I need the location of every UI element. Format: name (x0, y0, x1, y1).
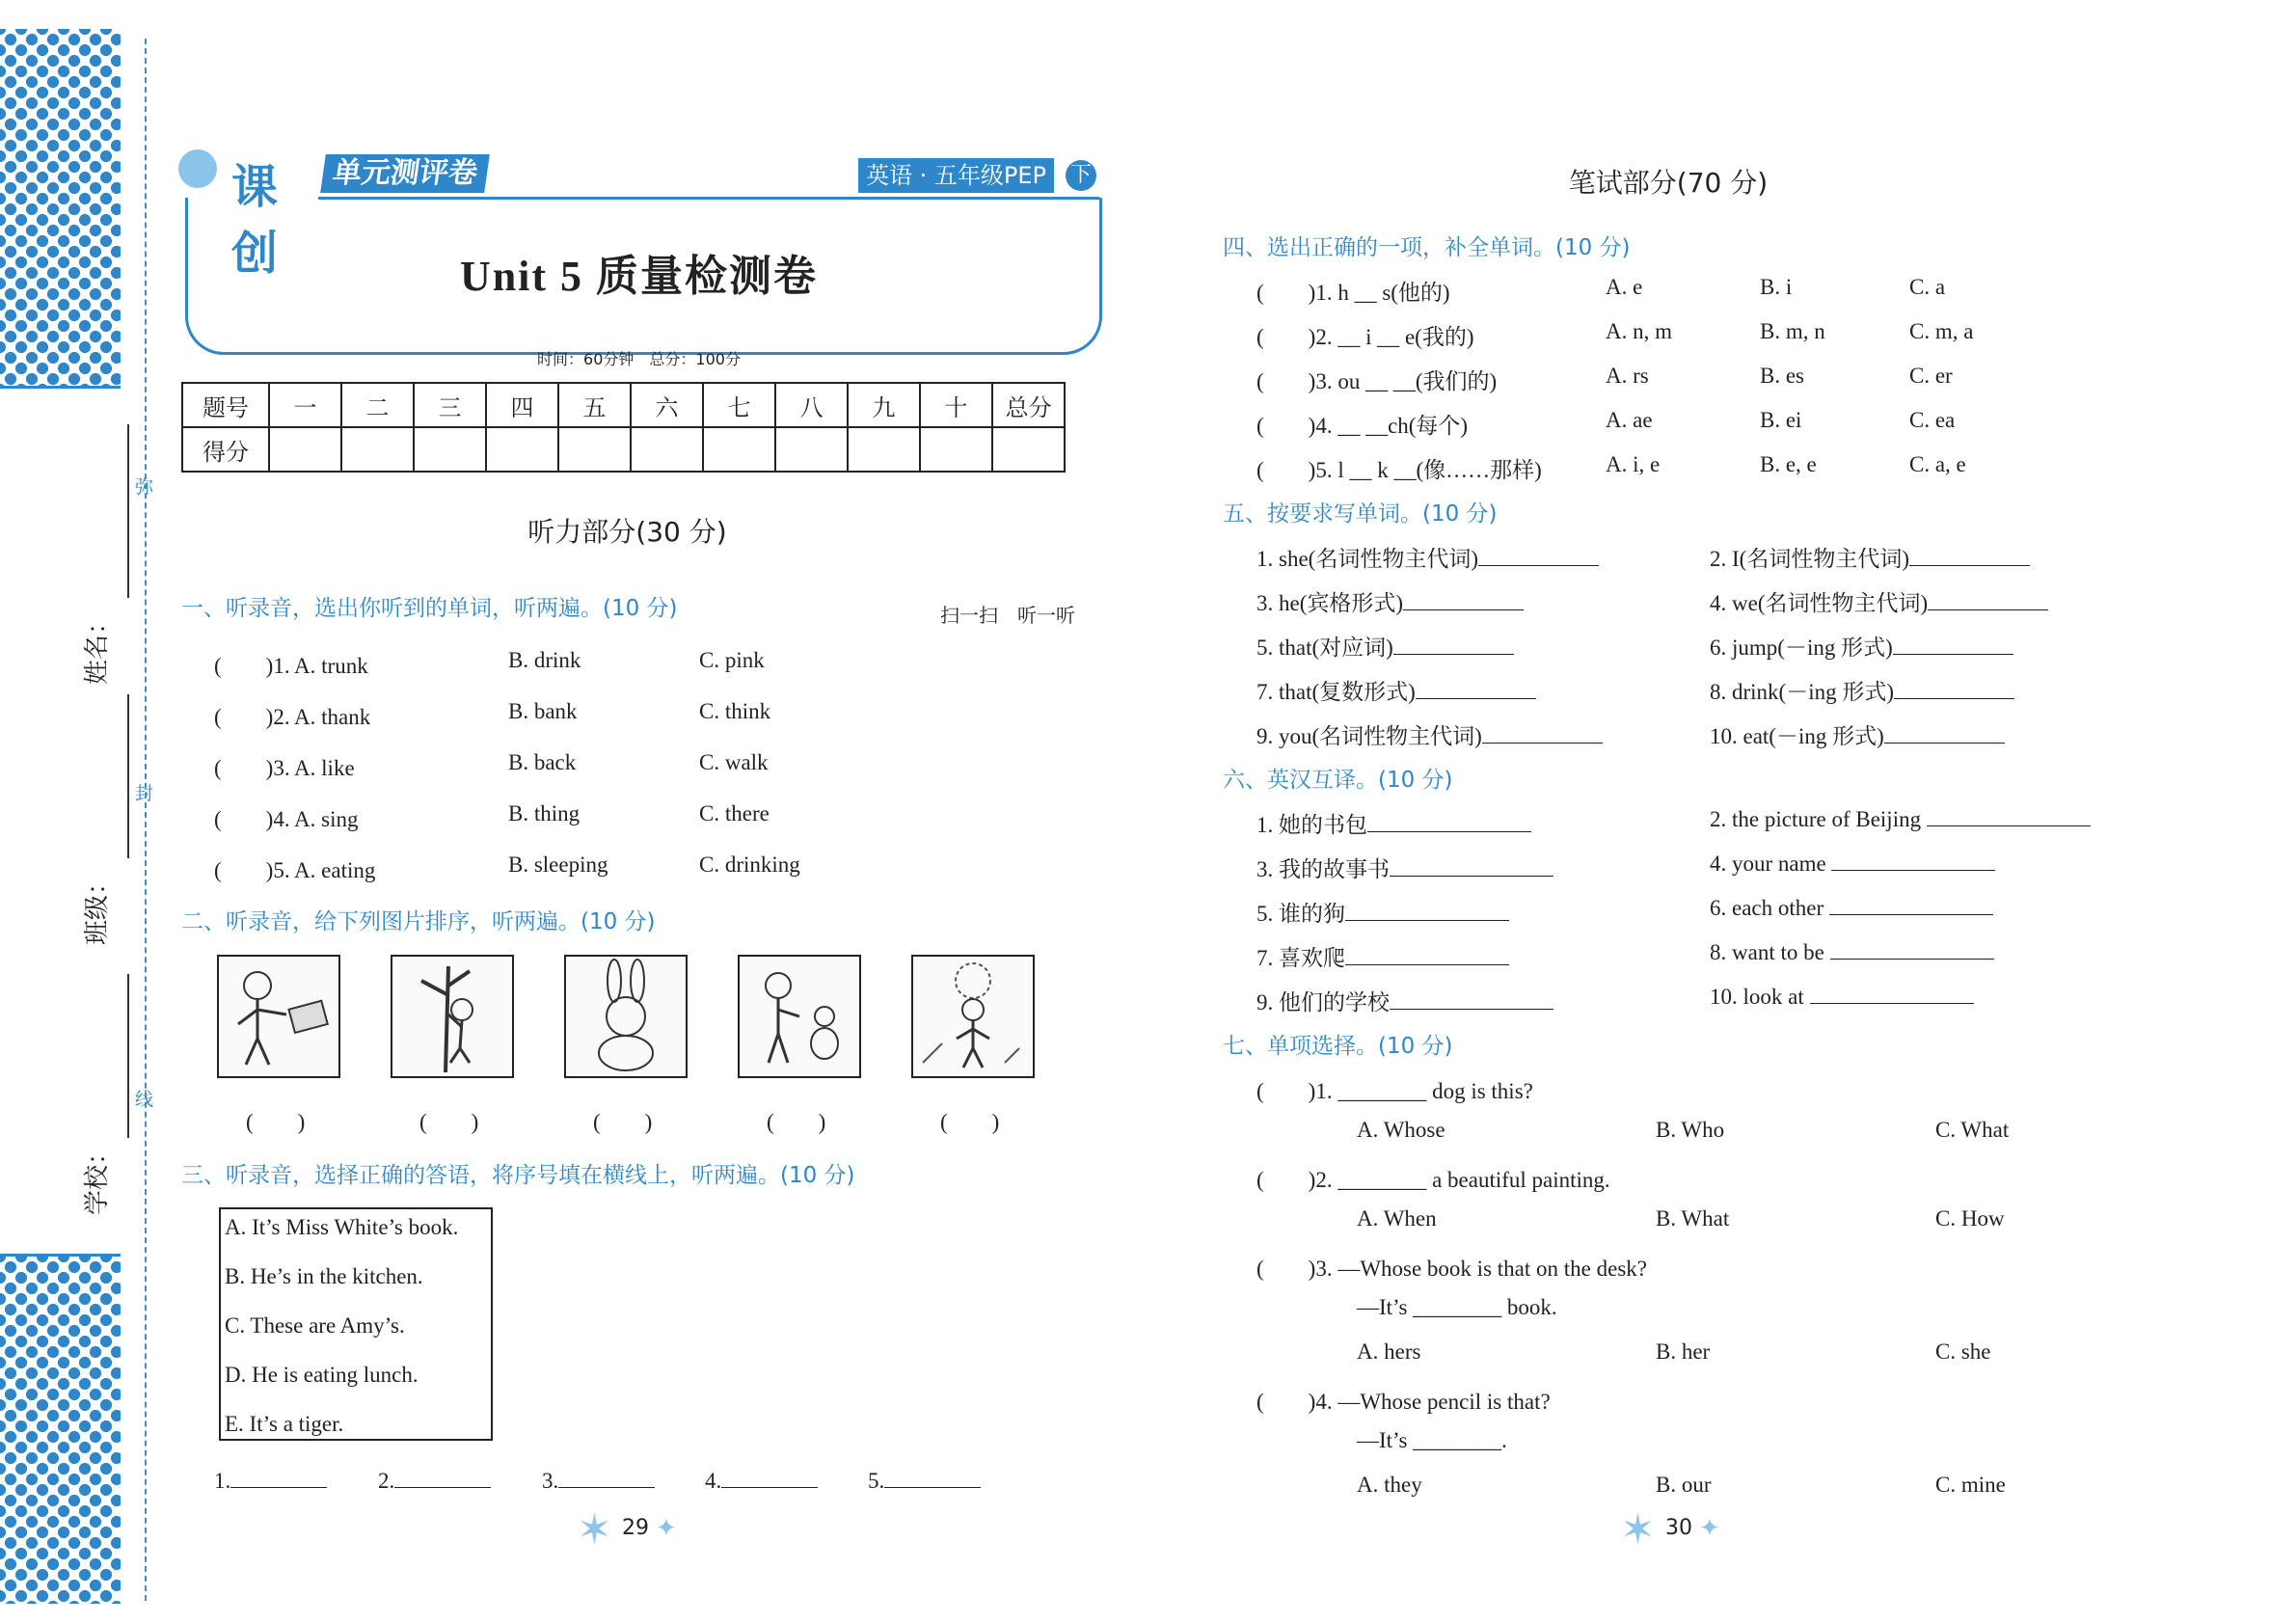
binding-pattern-top (0, 29, 121, 389)
q3-blank-4[interactable]: 4. (705, 1469, 818, 1494)
picture-bracket-2[interactable]: ( ) (419, 1110, 479, 1134)
q4-title: 四、选出正确的一项，补全单词。(10 分) (1223, 235, 1631, 260)
picture-bracket-4[interactable]: ( ) (767, 1110, 826, 1134)
binding-pattern-bottom (0, 1254, 121, 1604)
picture-bracket-5[interactable]: ( ) (940, 1110, 1000, 1134)
seal-char-1: 弥 (135, 476, 154, 498)
tree-icon (178, 149, 217, 188)
score-table: 题号 一 二 三 四 五 六 七 八 九 十 总分 得分 (181, 382, 1066, 473)
brand-logo: 课创 (174, 145, 318, 231)
page-number-right: 30 (1665, 1516, 1692, 1540)
name-field[interactable] (39, 424, 145, 714)
page-title: Unit 5 质量检测卷 (459, 253, 819, 300)
q3-title: 三、听录音，选择正确的答语，将序号填在横线上，听两遍。(10 分) (181, 1163, 855, 1188)
q6-title: 六、英汉互译。(10 分) (1223, 768, 1453, 793)
child-in-park-picture (911, 955, 1035, 1078)
small-star-icon-right: ✦ (1699, 1514, 1720, 1542)
seal-char-2: 封 (135, 783, 154, 804)
seal-char-3: 线 (135, 1089, 154, 1110)
q3-blank-5[interactable]: 5. (868, 1469, 981, 1494)
q2-title: 二、听录音，给下列图片排序，听两遍。(10 分) (181, 909, 656, 934)
term-badge: 下 (1066, 160, 1096, 191)
header-banner (174, 145, 1104, 368)
q7-title: 七、单项选择。(10 分) (1223, 1034, 1453, 1059)
scan-listen-label[interactable]: 扫一扫 听一听 (940, 604, 1075, 627)
picture-bracket-1[interactable]: ( ) (246, 1110, 306, 1134)
child-climbing-tree-picture (391, 955, 514, 1078)
class-field[interactable] (39, 694, 145, 984)
star-icon-right: ✶ (1620, 1506, 1656, 1554)
answer-options-box: A. It’s Miss White’s book. B. He’s in the kitchen. C. These are Amy’s. D. He is eating lunch. E. It’s a tiger. (219, 1207, 493, 1441)
school-label: 学校： (83, 1139, 112, 1215)
subject-badge: 英语 · 五年级PEP (858, 158, 1054, 193)
picture-bracket-3[interactable]: ( ) (593, 1110, 653, 1134)
child-with-dog-picture (738, 955, 861, 1078)
q5-title: 五、按要求写单词。(10 分) (1223, 501, 1498, 527)
written-title: 笔试部分(70 分) (1568, 167, 1769, 199)
rabbit-eating-picture (564, 955, 688, 1078)
seal-line (145, 39, 147, 1601)
small-star-icon: ✦ (656, 1514, 677, 1542)
q1-title: 一、听录音，选出你听到的单词，听两遍。(10 分) (181, 596, 678, 621)
school-field[interactable] (39, 974, 145, 1263)
listening-title: 听力部分(30 分) (527, 516, 727, 548)
boy-with-book-picture (217, 955, 340, 1078)
unit-test-badge: 单元测评卷 (320, 154, 490, 193)
q3-blank-2[interactable]: 2. (378, 1469, 491, 1494)
time-info: 时间：60分钟 总分：100分 (537, 350, 741, 368)
name-label: 姓名： (83, 609, 112, 685)
q3-blank-1[interactable]: 1. (214, 1469, 327, 1494)
page-number-left: 29 (622, 1516, 649, 1540)
class-label: 班级： (83, 869, 112, 945)
q3-blank-3[interactable]: 3. (542, 1469, 655, 1494)
star-icon: ✶ (577, 1506, 612, 1554)
